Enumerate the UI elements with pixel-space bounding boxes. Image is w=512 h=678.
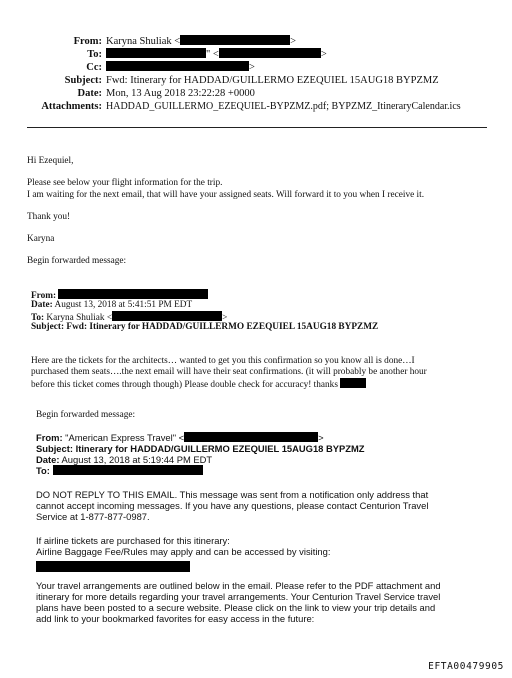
redaction-block	[112, 311, 222, 321]
fw1-subject-label: Subject:	[31, 322, 65, 332]
fw2-date-row	[36, 454, 212, 465]
header-from-row: From: Karyna Shuliak < >	[73, 36, 297, 47]
fw2-subject-row	[36, 443, 365, 454]
fw2-p1-line-3: Service at 1-877-877-0987.	[36, 511, 150, 522]
fw2-p3-line-2: itinerary for more details regarding your travel arrangements. Your Centurion Travel Service travel	[36, 591, 441, 602]
fw2-baggage-link-redacted	[36, 558, 190, 576]
fw2-p3-line-3: plans have been posted to a secure website. Please click on the link to view your trip details and	[36, 602, 436, 613]
redaction-block	[180, 35, 290, 45]
redaction-block	[340, 378, 366, 388]
header-subject-value: Fwd: Itinerary for HADDAD/GUILLERMO EZEQUIEL 15AUG18 BYPZMZ	[106, 75, 439, 86]
header-date-row	[0, 87, 512, 100]
fw1-date-value: August 13, 2018 at 5:41:51 PM EDT	[54, 300, 193, 310]
fw1-date-row	[31, 300, 192, 312]
fw2-p1-line-2: cannot accept incoming messages. If you have any questions, please contact Centurion Travel	[36, 500, 429, 511]
fw2-p2-line-2: Airline Baggage Fee/Rules may apply and can be accessed by visiting:	[36, 546, 331, 557]
header-to-label: To:	[87, 49, 102, 60]
redaction-block	[36, 561, 190, 572]
fw1-msg-line-3: before this ticket comes through though) Please double check for accuracy! thanks	[31, 378, 366, 392]
fw2-subject-label: Subject:	[36, 443, 73, 454]
redaction-block	[53, 465, 203, 475]
header-attachments-row	[0, 100, 512, 113]
header-attachments-value[interactable]: HADDAD_GUILLERMO_EZEQUIEL-BYPZMZ.pdf; BYPZMZ_ItineraryCalendar.ics	[106, 101, 461, 112]
body-line-1: Please see below your flight information for the trip.	[27, 178, 223, 188]
signature: Karyna	[27, 234, 55, 244]
header-from-value: Karyna Shuliak <	[106, 36, 181, 47]
fw2-from-row: From: "American Express Travel" < >	[36, 432, 324, 443]
fw2-to-row	[36, 465, 203, 476]
fw2-p3-line-4: add link to your bookmarked favorites for easy access in the future:	[36, 613, 315, 624]
fw1-msg-line-1: Here are the tickets for the architects… wanted to get you this confirmation so you know all is done…I	[31, 356, 415, 366]
fw2-p1-line-1: DO NOT REPLY TO THIS EMAIL. This message was sent from a notification only address that	[36, 489, 429, 500]
fw2-date-label: Date:	[36, 454, 60, 465]
header-subject-label: Subject:	[64, 75, 102, 86]
redaction-block	[219, 48, 321, 58]
header-from-label: From:	[73, 36, 102, 47]
fw1-from-label: From:	[31, 291, 57, 301]
fw2-p3-line-1: Your travel arrangements are outlined below in the email. Please refer to the PDF attachment and	[36, 580, 441, 591]
fw1-to-label: To:	[31, 313, 45, 323]
begin-forwarded-2: Begin forwarded message:	[36, 410, 136, 420]
header-subject-row	[0, 74, 512, 87]
redaction-block	[58, 289, 208, 299]
fw2-from-label: From:	[36, 432, 63, 443]
fw1-msg-line-2: purchased them seats….the next email will have their seat confirmations. (it will probably be another hour	[31, 367, 427, 377]
header-date-label: Date:	[77, 88, 102, 99]
greeting: Hi Ezequiel,	[27, 156, 74, 166]
redaction-block	[184, 432, 318, 442]
fw1-to-row: To: Karyna Shuliak < >	[31, 313, 228, 323]
thanks: Thank you!	[27, 212, 71, 222]
fw1-subject-row	[31, 322, 378, 334]
header-to-row: To: " < >	[87, 49, 327, 60]
fw2-p2-line-1: If airline tickets are purchased for this itinerary:	[36, 535, 230, 546]
header-attachments-label: Attachments:	[41, 101, 102, 112]
header-divider	[27, 127, 487, 128]
body-line-2: I am waiting for the next email, that will have your assigned seats. Will forward it to you when I receive it.	[27, 190, 425, 200]
redaction-block	[106, 48, 206, 58]
fw2-date-value: August 13, 2018 at 5:19:44 PM EDT	[61, 454, 213, 465]
fw1-date-label: Date:	[31, 300, 53, 310]
fw1-subject-value: Fwd: Itinerary for HADDAD/GUILLERMO EZEQUIEL 15AUG18 BYPZMZ	[66, 322, 379, 332]
fw2-to-label: To:	[36, 465, 50, 476]
begin-forwarded-1: Begin forwarded message:	[27, 256, 127, 266]
bates-number: EFTA00479905	[428, 661, 504, 672]
header-date-value: Mon, 13 Aug 2018 23:22:28 +0000	[106, 88, 255, 99]
fw2-subject-value: Itinerary for HADDAD/GUILLERMO EZEQUIEL 15AUG18 BYPZMZ	[75, 443, 365, 454]
redaction-block	[106, 61, 249, 71]
header-cc-row: Cc: >	[86, 62, 255, 73]
header-cc-label: Cc:	[86, 62, 102, 73]
